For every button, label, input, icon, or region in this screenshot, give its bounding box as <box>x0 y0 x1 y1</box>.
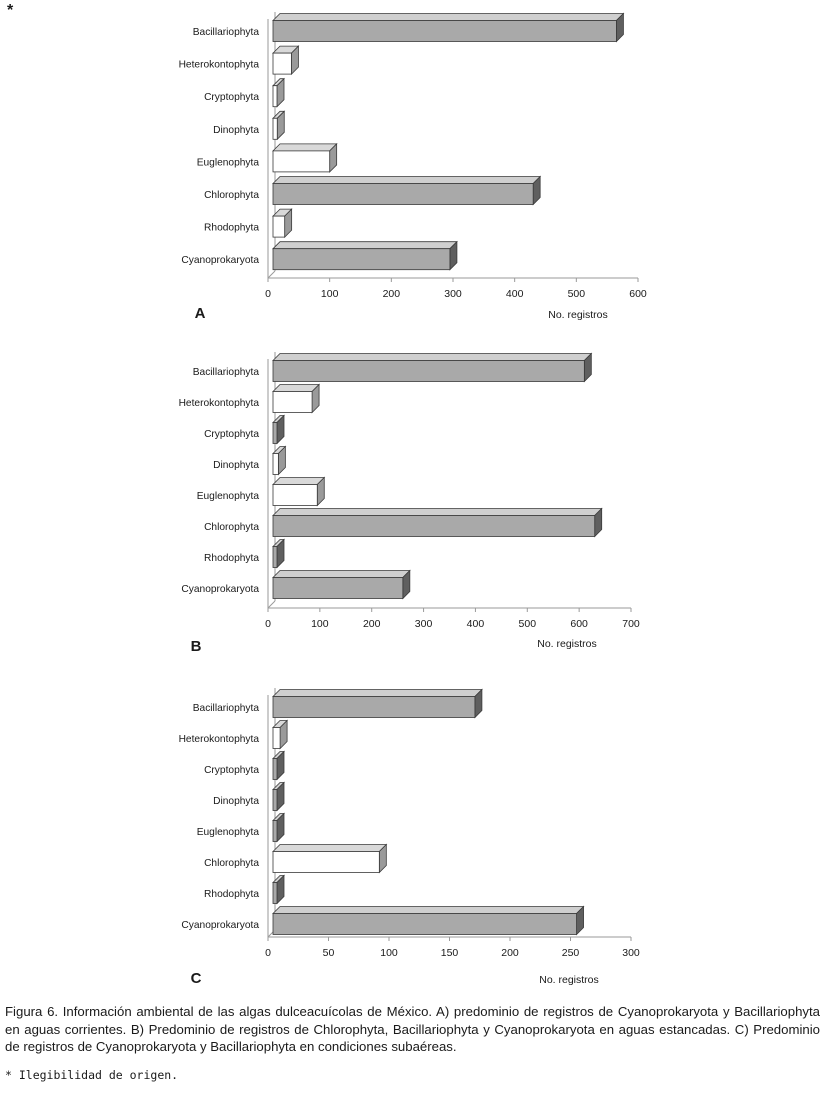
category-label: Heterokontophyta <box>178 398 259 409</box>
bar-front-face <box>273 728 280 749</box>
bar-front-face <box>273 821 277 842</box>
x-tick-label: 200 <box>362 618 381 630</box>
bar-front-face <box>273 485 317 506</box>
category-label: Cryptophyta <box>204 765 259 776</box>
bar-top-face <box>273 242 457 249</box>
bar-front-face <box>273 216 285 237</box>
bar-top-face <box>273 509 602 516</box>
x-tick-label: 400 <box>466 618 485 630</box>
bar-front-face <box>273 852 379 873</box>
bar-heterokontophyta <box>273 385 319 413</box>
bar-euglenophyta <box>273 144 337 172</box>
asterisk-mark: * <box>7 2 14 19</box>
category-label: Rhodophyta <box>204 222 259 234</box>
x-tick-label: 150 <box>440 947 459 959</box>
bar-top-face <box>273 571 410 578</box>
bar-front-face <box>273 578 403 599</box>
bar-front-face <box>273 53 291 74</box>
category-label: Dinophyta <box>213 124 259 136</box>
category-label: Euglenophyta <box>196 491 259 502</box>
category-label: Dinophyta <box>213 460 259 471</box>
bar-front-face <box>273 790 277 811</box>
x-axis-title: No. registros <box>539 974 599 986</box>
category-label: Rhodophyta <box>204 553 259 564</box>
bar-euglenophyta <box>273 478 324 506</box>
bar-front-face <box>273 86 277 107</box>
bar-chart-b <box>0 340 828 670</box>
chart-panel-a <box>0 0 828 330</box>
bar-front-face <box>273 516 595 537</box>
bar-cyanoprokaryota <box>273 571 410 599</box>
axis-depth-line <box>268 271 275 278</box>
bar-chlorophyta <box>273 509 602 537</box>
x-tick-label: 300 <box>622 947 640 959</box>
bar-top-face <box>273 14 623 21</box>
bar-top-face <box>273 144 337 151</box>
category-label: Cyanoprokaryota <box>181 584 259 595</box>
panel-label: B <box>190 638 202 655</box>
x-tick-label: 100 <box>380 947 398 959</box>
x-tick-label: 250 <box>561 947 580 959</box>
bar-top-face <box>273 690 482 697</box>
bar-top-face <box>273 354 591 361</box>
category-label: Cryptophyta <box>204 92 259 104</box>
chart-panel-b <box>0 340 828 670</box>
category-label: Chlorophyta <box>204 190 259 201</box>
category-label: Heterokontophyta <box>178 734 259 745</box>
category-label: Euglenophyta <box>196 157 259 169</box>
bar-bacillariophyta <box>273 690 482 718</box>
bar-top-face <box>273 845 386 852</box>
x-tick-label: 500 <box>567 288 586 300</box>
bar-front-face <box>273 697 475 718</box>
bar-chart-c <box>0 672 828 997</box>
bar-chlorophyta <box>273 177 540 205</box>
bar-bacillariophyta <box>273 354 591 382</box>
x-tick-label: 200 <box>501 947 519 959</box>
x-tick-label: 400 <box>505 288 524 300</box>
x-tick-label: 300 <box>444 288 462 300</box>
chart-panel-c <box>0 672 828 997</box>
panel-label: C <box>190 970 202 987</box>
category-label: Chlorophyta <box>204 522 259 533</box>
x-tick-label: 0 <box>265 288 271 300</box>
category-label: Bacillariophyta <box>192 367 259 378</box>
category-label: Bacillariophyta <box>192 27 259 38</box>
bar-cyanoprokaryota <box>273 242 457 270</box>
category-label: Chlorophyta <box>204 858 259 869</box>
x-tick-label: 0 <box>265 618 271 630</box>
x-tick-label: 100 <box>320 288 339 300</box>
x-tick-label: 600 <box>570 618 588 630</box>
category-label: Rhodophyta <box>204 889 259 900</box>
figure-caption: Figura 6. Información ambiental de las algas dulceacuícolas de México. A) predominio de registros de Cyanoprokaryota y Bacillariophyta en aguas corrientes. B) Predominio de registros de Chlorophyta, Bacillariophyta y Cyanoprokaryota en aguas estancadas. C) Predominio de registros de Cyanoprokaryota y Bacillariophyta en condiciones subaéreas. <box>5 1004 820 1054</box>
x-tick-label: 600 <box>629 288 647 300</box>
x-axis-title: No. registros <box>548 309 608 321</box>
category-label: Cryptophyta <box>204 429 259 440</box>
x-tick-label: 300 <box>414 618 433 630</box>
bar-front-face <box>273 883 277 904</box>
bar-front-face <box>273 249 450 270</box>
bar-heterokontophyta <box>273 46 298 74</box>
category-label: Cyanoprokaryota <box>181 920 259 931</box>
x-tick-label: 50 <box>322 947 335 959</box>
x-axis-title: No. registros <box>537 638 597 650</box>
x-tick-label: 100 <box>311 618 329 630</box>
x-tick-label: 0 <box>265 947 271 959</box>
bar-front-face <box>273 454 278 475</box>
bar-rhodophyta <box>273 209 292 237</box>
bar-front-face <box>273 423 277 444</box>
bar-front-face <box>273 361 584 382</box>
panel-label: A <box>194 305 206 322</box>
bar-bacillariophyta <box>273 14 623 42</box>
bar-chlorophyta <box>273 845 386 873</box>
bar-front-face <box>273 151 330 172</box>
bar-chart-a <box>0 0 828 330</box>
category-label: Bacillariophyta <box>192 703 259 714</box>
bar-front-face <box>273 118 277 139</box>
bar-front-face <box>273 184 533 205</box>
x-tick-label: 200 <box>382 288 401 300</box>
bar-top-face <box>273 907 584 914</box>
bar-top-face <box>273 478 324 485</box>
bar-front-face <box>273 21 616 42</box>
category-label: Cyanoprokaryota <box>181 255 259 267</box>
footnote: * Ilegibilidad de origen. <box>5 1068 179 1082</box>
category-label: Heterokontophyta <box>178 59 259 71</box>
axis-depth-line <box>268 601 275 608</box>
bar-top-face <box>273 177 540 184</box>
bar-front-face <box>273 759 277 780</box>
category-label: Euglenophyta <box>196 827 259 838</box>
bar-cyanoprokaryota <box>273 907 584 935</box>
category-label: Dinophyta <box>213 796 259 807</box>
x-tick-label: 500 <box>518 618 537 630</box>
bar-front-face <box>273 914 577 935</box>
bar-top-face <box>273 385 319 392</box>
bar-front-face <box>273 547 277 568</box>
x-tick-label: 700 <box>622 618 640 630</box>
bar-front-face <box>273 392 312 413</box>
